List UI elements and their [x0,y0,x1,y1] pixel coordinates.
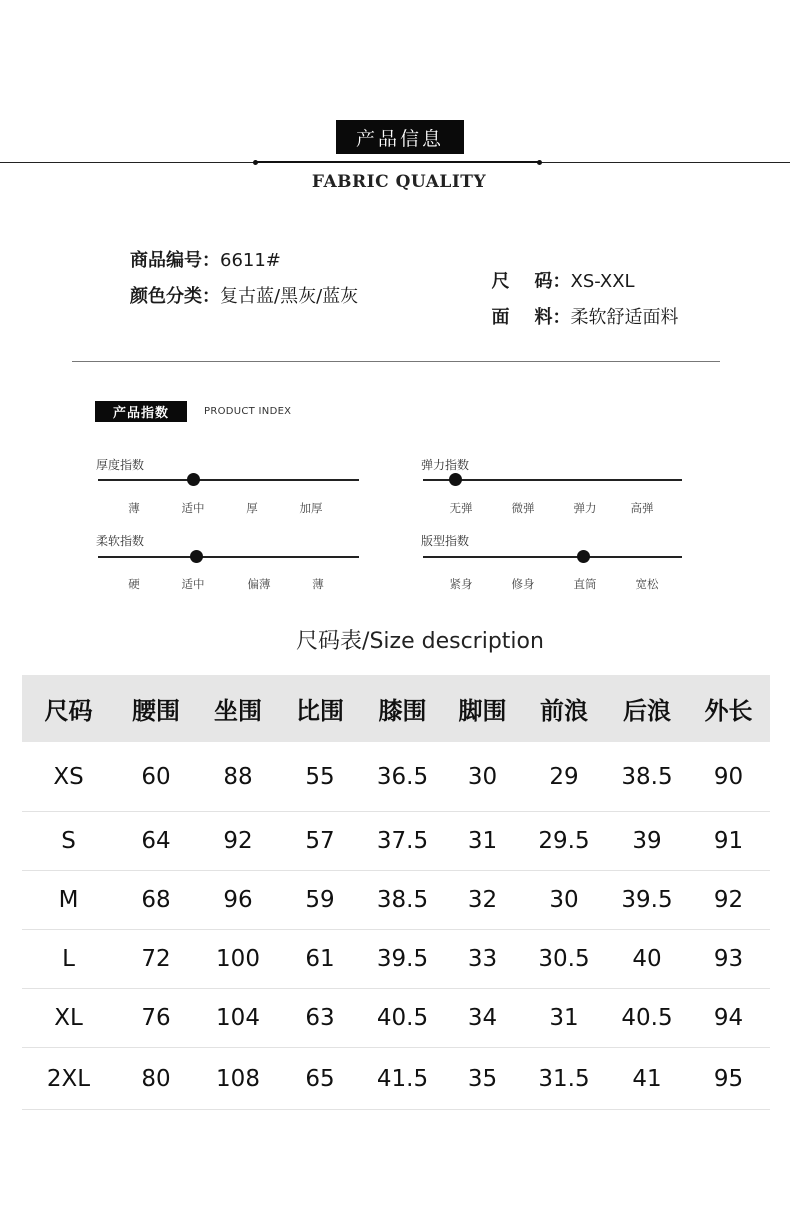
table-cell: S [61,828,76,854]
scale-level: 弹力 [573,501,597,515]
scale-title-thickness: 厚度指数 [96,458,145,472]
table-cell: 92 [223,828,253,854]
scale-level: 偏薄 [247,577,271,591]
info-size-value: XS-XXL [570,271,635,292]
table-cell: 29.5 [538,828,590,854]
table-row [22,930,770,989]
header-cell: 比围 [296,697,344,725]
table-cell: 29 [549,763,579,790]
table-row [22,871,770,930]
header-cell: 后浪 [623,697,671,725]
header-divider-accent [256,161,540,163]
size-table-body [22,742,770,1110]
table-cell: 80 [141,1065,171,1092]
table-cell: 96 [223,887,253,913]
table-cell: 39.5 [376,946,429,972]
table-cell: 100 [216,946,260,972]
scale-track-softness [98,556,359,558]
info-fabric-label: 面 料： [491,307,571,328]
scale-level: 适中 [181,577,205,591]
table-cell: 41.5 [376,1065,429,1092]
scale-level: 宽松 [635,577,659,591]
table-cell: 35 [467,1065,498,1092]
table-cell: 108 [216,1065,260,1092]
table-cell: 41 [632,1065,662,1092]
scale-level: 无弹 [449,501,473,515]
header-cell: 腰围 [132,697,180,725]
table-cell: 40 [632,946,662,972]
table-cell: 36.5 [376,763,429,790]
scale-level: 加厚 [299,501,323,515]
table-cell: 40.5 [376,1005,429,1031]
table-cell: XL [54,1005,83,1031]
header-cell: 尺码 [44,697,93,725]
table-cell: 2XL [46,1065,91,1092]
table-row [22,989,770,1048]
info-code-value: 6611# [220,250,281,271]
info-code-label: 商品编号： [130,250,220,271]
table-cell: 30 [549,887,579,913]
info-divider [72,361,720,362]
header-cell: 脚围 [458,697,507,725]
table-cell: 31 [549,1005,579,1031]
table-cell: 91 [713,828,744,854]
table-cell: 30 [467,763,498,790]
table-cell: 60 [141,763,171,790]
info-color [130,282,358,308]
scale-indicator-softness [190,550,203,563]
size-table-title: 尺码表/Size description [296,629,544,654]
index-title-en: PRODUCT INDEX [204,406,292,417]
divider-dot-left [253,160,258,165]
scale-title-softness: 柔软指数 [96,534,145,548]
table-cell: 63 [305,1005,335,1031]
info-fabric-value: 柔软舒适面料 [570,307,679,328]
table-cell: 104 [216,1005,260,1031]
table-row [22,812,770,871]
table-cell: 90 [713,763,744,790]
divider-dot-right [537,160,542,165]
table-row [22,1048,770,1110]
table-cell: 40.5 [621,1005,673,1031]
table-cell: 38.5 [621,763,673,790]
scale-level: 直筒 [573,577,597,591]
info-size-label: 尺 码： [491,271,571,292]
table-cell: 39.5 [621,887,673,913]
scale-level: 紧身 [449,577,473,591]
table-cell: 93 [713,946,744,972]
table-cell: 33 [467,946,498,972]
scale-level: 薄 [312,577,324,591]
table-cell: 95 [713,1065,744,1092]
section-title-product-info: 产品信息 [336,120,464,154]
scale-level: 微弹 [511,501,535,515]
table-cell: 30.5 [538,946,590,972]
scale-indicator-fit [577,550,590,563]
info-code [130,246,281,272]
scale-indicator-elasticity [449,473,462,486]
scale-level: 适中 [181,501,205,515]
table-cell: 61 [305,946,335,972]
table-cell: 31 [467,828,498,854]
info-color-value: 复古蓝/黑灰/蓝灰 [220,286,359,307]
scale-level: 硬 [128,577,140,591]
header-cell: 膝围 [378,697,427,725]
table-cell: 39 [632,828,662,854]
scale-title-elasticity: 弹力指数 [421,458,470,472]
size-table-header [22,675,770,742]
table-cell: 55 [305,763,335,790]
table-cell: 57 [305,828,335,854]
header-cell: 外长 [704,697,753,725]
scale-level: 修身 [511,577,535,591]
section-subtitle: FABRIC QUALITY [311,172,487,192]
table-cell: 34 [467,1005,498,1031]
scale-track-fit [423,556,682,558]
table-cell: 38.5 [376,887,429,913]
header-cell: 坐围 [214,697,262,725]
table-cell: 31.5 [538,1065,590,1092]
index-title: 产品指数 [95,401,187,422]
table-cell: 32 [467,887,498,913]
table-cell: 64 [141,828,171,854]
header-cell: 前浪 [540,697,588,725]
info-color-label: 颜色分类： [130,286,220,307]
size-table [22,675,770,1110]
scale-title-fit: 版型指数 [421,534,470,548]
scale-indicator-thickness [187,473,200,486]
table-cell: XS [53,763,84,790]
table-cell: 37.5 [376,828,429,854]
table-cell: L [62,946,75,972]
table-row [22,742,770,812]
scale-level: 厚 [246,501,258,515]
scale-level: 薄 [128,501,140,515]
info-fabric [480,282,679,329]
table-cell: 76 [141,1005,171,1031]
table-cell: 88 [223,763,253,790]
table-cell: 94 [713,1005,744,1031]
table-cell: 92 [713,887,744,913]
table-cell: 65 [305,1065,335,1092]
table-cell: 59 [305,887,335,913]
scale-track-thickness [98,479,359,481]
table-cell: 72 [141,946,171,972]
table-cell: M [58,887,79,913]
scale-level: 高弹 [630,501,654,515]
table-cell: 68 [141,887,171,913]
